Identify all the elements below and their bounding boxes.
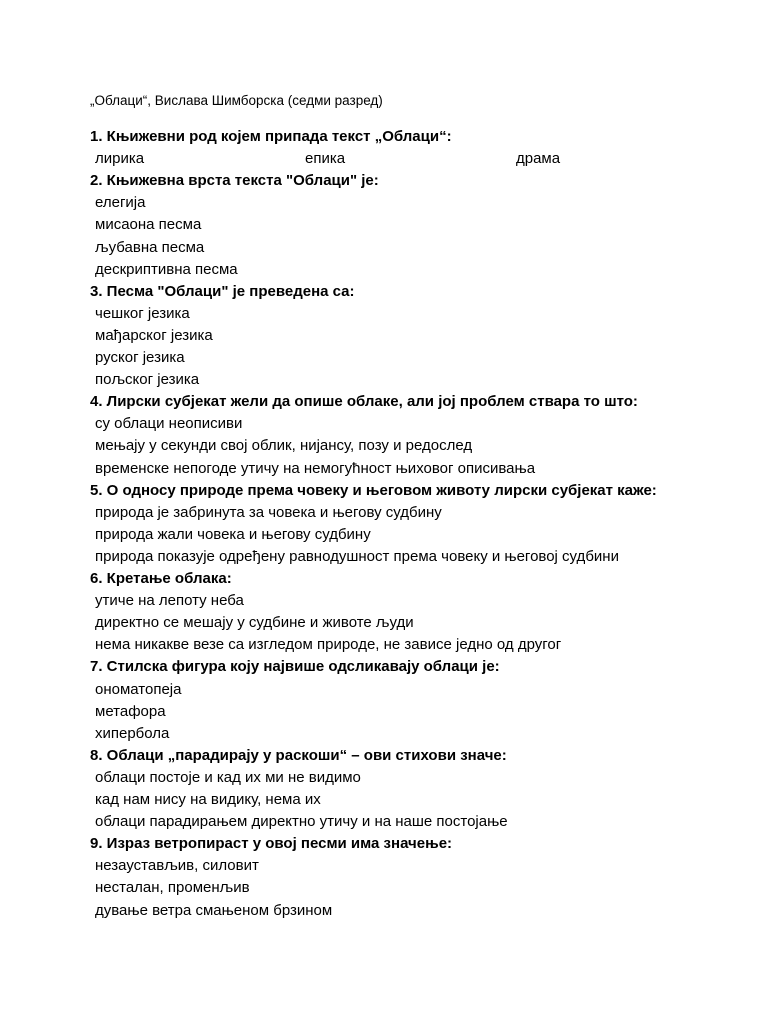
answer-option: лирика bbox=[95, 150, 145, 168]
answer-option: елегија bbox=[95, 194, 146, 212]
answer-option: несталан, променљив bbox=[95, 879, 250, 897]
answer-option: чешког језика bbox=[95, 304, 190, 322]
answer-option: пољског језика bbox=[95, 371, 200, 389]
question-title: 4. Лирски субјекат жели да опише облаке, али јој проблем ствара то што: bbox=[90, 393, 638, 411]
question-title: 1. Књижевни род којем припада текст „Облаци“: bbox=[90, 128, 452, 145]
question-title: 2. Књижевна врста текста "Облаци" је: bbox=[90, 172, 379, 190]
answer-option: директно се мешају у судбине и животе људи bbox=[95, 614, 414, 632]
question-title: 6. Кретање облака: bbox=[90, 570, 232, 587]
answer-option: метафора bbox=[95, 702, 166, 720]
answer-option: природа жали човека и његову судбину bbox=[95, 525, 371, 543]
answer-option: су облаци неописиви bbox=[95, 415, 243, 433]
answer-option: руског језика bbox=[95, 349, 185, 366]
answer-option: дескриптивна песма bbox=[95, 260, 238, 278]
answer-option: епика bbox=[305, 150, 346, 168]
answer-option: природа је забринута за човека и његову судбину bbox=[95, 503, 442, 521]
answer-option: дување ветра смањеном брзином bbox=[95, 901, 333, 919]
answer-option: љубавна песма bbox=[95, 238, 205, 256]
document-subtitle: „Облаци“, Вислава Шимборска (седми разред) bbox=[90, 93, 383, 108]
answer-option: утиче на лепоту неба bbox=[95, 592, 244, 610]
answer-option: облаци постоје и кад их ми не видимо bbox=[95, 768, 361, 786]
answer-option: ономатопеја bbox=[95, 680, 182, 698]
answer-option: облаци парадирањем директно утичу и на наше постојање bbox=[95, 813, 508, 831]
question-title: 9. Израз ветропираст у овој песми има значење: bbox=[90, 835, 453, 853]
answer-option: мисаона песма bbox=[95, 216, 202, 234]
answer-option: драма bbox=[516, 150, 561, 168]
question-title: 5. О односу природе према човеку и његовом животу лирски субјекат каже: bbox=[90, 481, 657, 499]
answer-option: хипербола bbox=[95, 724, 170, 742]
answer-option: мењају у секунди свој облик, нијансу, позу и редослед bbox=[95, 437, 473, 455]
answer-option: нема никакве везе са изгледом природе, не зависе једно од другог bbox=[95, 636, 562, 654]
answer-option: мађарског језика bbox=[95, 326, 213, 344]
answer-option: кад нам нису на видику, нема их bbox=[95, 791, 321, 808]
question-title: 8. Облаци „парадирају у раскоши“ – ови стихови значе: bbox=[90, 746, 507, 764]
question-title: 7. Стилска фигура коју највише одсликавају облаци је: bbox=[90, 658, 500, 676]
answer-option: незаустављив, силовит bbox=[95, 857, 259, 875]
answer-option: временске непогоде утичу на немогућност њиховог описивања bbox=[95, 459, 536, 477]
answer-option: природа показује одређену равнодушност према човеку и његовој судбини bbox=[95, 547, 619, 565]
question-title: 3. Песма "Облаци" је преведена са: bbox=[90, 282, 355, 300]
